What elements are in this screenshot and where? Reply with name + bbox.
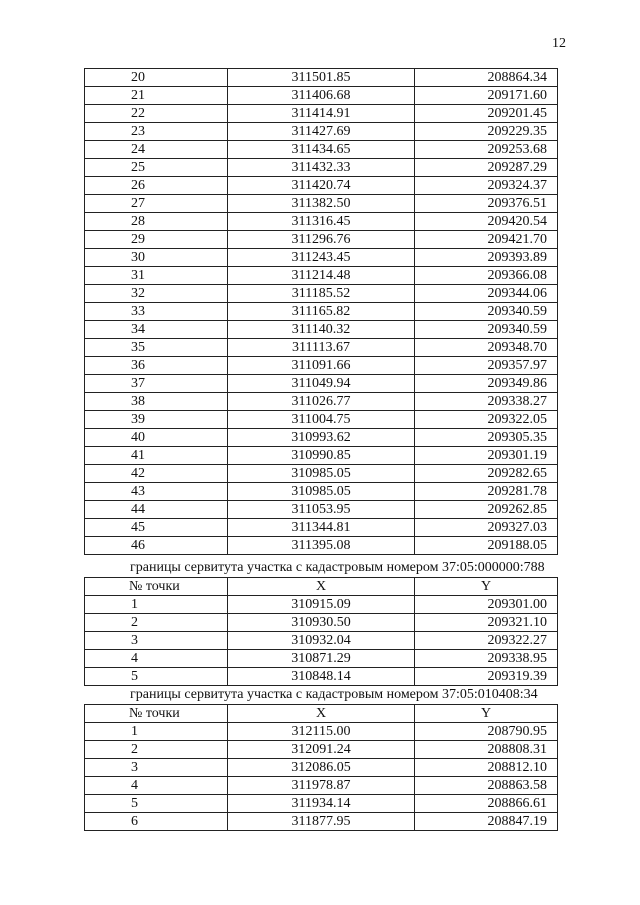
point-number-cell: 1 bbox=[85, 723, 228, 741]
table-row bbox=[85, 632, 558, 650]
x-coordinate-cell: 310915.09 bbox=[228, 596, 415, 614]
point-number-cell: 25 bbox=[85, 159, 228, 177]
point-number-cell: 40 bbox=[85, 429, 228, 447]
point-number-cell: 21 bbox=[85, 87, 228, 105]
y-coordinate-cell: 209322.05 bbox=[415, 411, 558, 429]
y-coordinate-cell: 209366.08 bbox=[415, 267, 558, 285]
y-coordinate-cell: 208808.31 bbox=[415, 741, 558, 759]
table-row bbox=[85, 393, 558, 411]
x-coordinate-cell: 311501.85 bbox=[228, 69, 415, 87]
y-coordinate-cell: 208847.19 bbox=[415, 813, 558, 831]
header-x: X bbox=[228, 578, 415, 596]
y-coordinate-cell: 209340.59 bbox=[415, 321, 558, 339]
point-number-cell: 35 bbox=[85, 339, 228, 357]
table-row bbox=[85, 813, 558, 831]
point-number-cell: 24 bbox=[85, 141, 228, 159]
y-coordinate-cell: 208864.34 bbox=[415, 69, 558, 87]
table-row bbox=[85, 87, 558, 105]
y-coordinate-cell: 209253.68 bbox=[415, 141, 558, 159]
x-coordinate-cell: 311185.52 bbox=[228, 285, 415, 303]
table-row bbox=[85, 668, 558, 686]
y-coordinate-cell: 209301.00 bbox=[415, 596, 558, 614]
x-coordinate-cell: 311296.76 bbox=[228, 231, 415, 249]
y-coordinate-cell: 209324.37 bbox=[415, 177, 558, 195]
table-row bbox=[85, 447, 558, 465]
table-row bbox=[85, 741, 558, 759]
y-coordinate-cell: 209262.85 bbox=[415, 501, 558, 519]
point-number-cell: 46 bbox=[85, 537, 228, 555]
table-row bbox=[85, 141, 558, 159]
point-number-cell: 36 bbox=[85, 357, 228, 375]
point-number-cell: 6 bbox=[85, 813, 228, 831]
point-number-cell: 43 bbox=[85, 483, 228, 501]
point-number-cell: 26 bbox=[85, 177, 228, 195]
x-coordinate-cell: 311414.91 bbox=[228, 105, 415, 123]
y-coordinate-cell: 209393.89 bbox=[415, 249, 558, 267]
table-row bbox=[85, 123, 558, 141]
table-row bbox=[85, 69, 558, 87]
table-row bbox=[85, 723, 558, 741]
table-row bbox=[85, 159, 558, 177]
y-coordinate-cell: 209188.05 bbox=[415, 537, 558, 555]
table-row bbox=[85, 267, 558, 285]
table-row bbox=[85, 537, 558, 555]
point-number-cell: 38 bbox=[85, 393, 228, 411]
y-coordinate-cell: 208863.58 bbox=[415, 777, 558, 795]
x-coordinate-cell: 310985.05 bbox=[228, 483, 415, 501]
y-coordinate-cell: 209282.65 bbox=[415, 465, 558, 483]
x-coordinate-cell: 311420.74 bbox=[228, 177, 415, 195]
point-number-cell: 4 bbox=[85, 650, 228, 668]
x-coordinate-cell: 311434.65 bbox=[228, 141, 415, 159]
table-row bbox=[85, 614, 558, 632]
y-coordinate-cell: 209301.19 bbox=[415, 447, 558, 465]
point-number-cell: 2 bbox=[85, 614, 228, 632]
x-coordinate-cell: 312086.05 bbox=[228, 759, 415, 777]
header-y: Y bbox=[415, 705, 558, 723]
point-number-cell: 5 bbox=[85, 795, 228, 813]
point-number-cell: 28 bbox=[85, 213, 228, 231]
table-row bbox=[85, 303, 558, 321]
x-coordinate-cell: 311877.95 bbox=[228, 813, 415, 831]
header-point-number: № точки bbox=[85, 578, 228, 596]
point-number-cell: 41 bbox=[85, 447, 228, 465]
point-number-cell: 44 bbox=[85, 501, 228, 519]
x-coordinate-cell: 310985.05 bbox=[228, 465, 415, 483]
table-row bbox=[85, 339, 558, 357]
table-row bbox=[85, 650, 558, 668]
x-coordinate-cell: 311214.48 bbox=[228, 267, 415, 285]
table-row bbox=[85, 249, 558, 267]
header-y: Y bbox=[415, 578, 558, 596]
table-row bbox=[85, 177, 558, 195]
x-coordinate-cell: 311406.68 bbox=[228, 87, 415, 105]
table-header-row bbox=[85, 578, 558, 596]
x-coordinate-cell: 310930.50 bbox=[228, 614, 415, 632]
point-number-cell: 30 bbox=[85, 249, 228, 267]
x-coordinate-cell: 311934.14 bbox=[228, 795, 415, 813]
x-coordinate-cell: 311140.32 bbox=[228, 321, 415, 339]
x-coordinate-cell: 312091.24 bbox=[228, 741, 415, 759]
y-coordinate-cell: 209340.59 bbox=[415, 303, 558, 321]
x-coordinate-cell: 311432.33 bbox=[228, 159, 415, 177]
y-coordinate-cell: 209319.39 bbox=[415, 668, 558, 686]
y-coordinate-cell: 209376.51 bbox=[415, 195, 558, 213]
point-number-cell: 33 bbox=[85, 303, 228, 321]
x-coordinate-cell: 311026.77 bbox=[228, 393, 415, 411]
x-coordinate-cell: 312115.00 bbox=[228, 723, 415, 741]
header-point-number: № точки bbox=[85, 705, 228, 723]
y-coordinate-cell: 208812.10 bbox=[415, 759, 558, 777]
y-coordinate-cell: 209420.54 bbox=[415, 213, 558, 231]
table-row bbox=[85, 596, 558, 614]
point-number-cell: 23 bbox=[85, 123, 228, 141]
table-row bbox=[85, 231, 558, 249]
point-number-cell: 31 bbox=[85, 267, 228, 285]
table-row bbox=[85, 483, 558, 501]
x-coordinate-cell: 311382.50 bbox=[228, 195, 415, 213]
x-coordinate-cell: 311344.81 bbox=[228, 519, 415, 537]
point-number-cell: 42 bbox=[85, 465, 228, 483]
point-number-cell: 39 bbox=[85, 411, 228, 429]
x-coordinate-cell: 310871.29 bbox=[228, 650, 415, 668]
y-coordinate-cell: 209338.27 bbox=[415, 393, 558, 411]
y-coordinate-cell: 209305.35 bbox=[415, 429, 558, 447]
x-coordinate-cell: 311091.66 bbox=[228, 357, 415, 375]
table-row bbox=[85, 501, 558, 519]
coordinates-table-continued bbox=[84, 68, 556, 555]
table-row bbox=[85, 795, 558, 813]
point-number-cell: 5 bbox=[85, 668, 228, 686]
table-row bbox=[85, 195, 558, 213]
x-coordinate-cell: 310990.85 bbox=[228, 447, 415, 465]
table-row bbox=[85, 519, 558, 537]
x-coordinate-cell: 311243.45 bbox=[228, 249, 415, 267]
y-coordinate-cell: 209349.86 bbox=[415, 375, 558, 393]
table-row bbox=[85, 465, 558, 483]
table-row bbox=[85, 375, 558, 393]
point-number-cell: 32 bbox=[85, 285, 228, 303]
y-coordinate-cell: 209281.78 bbox=[415, 483, 558, 501]
y-coordinate-cell: 209348.70 bbox=[415, 339, 558, 357]
y-coordinate-cell: 208866.61 bbox=[415, 795, 558, 813]
point-number-cell: 37 bbox=[85, 375, 228, 393]
table-row bbox=[85, 411, 558, 429]
x-coordinate-cell: 311165.82 bbox=[228, 303, 415, 321]
table-header-row bbox=[85, 705, 558, 723]
point-number-cell: 29 bbox=[85, 231, 228, 249]
x-coordinate-cell: 311049.94 bbox=[228, 375, 415, 393]
y-coordinate-cell: 209421.70 bbox=[415, 231, 558, 249]
header-x: X bbox=[228, 705, 415, 723]
x-coordinate-cell: 311316.45 bbox=[228, 213, 415, 231]
table-row bbox=[85, 357, 558, 375]
section-caption: границы сервитута участка с кадастровым номером 37:05:010408:34 bbox=[130, 687, 538, 702]
y-coordinate-cell: 209229.35 bbox=[415, 123, 558, 141]
table-row bbox=[85, 429, 558, 447]
point-number-cell: 20 bbox=[85, 69, 228, 87]
point-number-cell: 3 bbox=[85, 759, 228, 777]
y-coordinate-cell: 209357.97 bbox=[415, 357, 558, 375]
x-coordinate-cell: 310932.04 bbox=[228, 632, 415, 650]
table-row bbox=[85, 777, 558, 795]
table-row bbox=[85, 321, 558, 339]
y-coordinate-cell: 209327.03 bbox=[415, 519, 558, 537]
table-row bbox=[85, 213, 558, 231]
point-number-cell: 34 bbox=[85, 321, 228, 339]
point-number-cell: 22 bbox=[85, 105, 228, 123]
y-coordinate-cell: 209321.10 bbox=[415, 614, 558, 632]
point-number-cell: 4 bbox=[85, 777, 228, 795]
x-coordinate-cell: 311427.69 bbox=[228, 123, 415, 141]
point-number-cell: 27 bbox=[85, 195, 228, 213]
y-coordinate-cell: 209171.60 bbox=[415, 87, 558, 105]
x-coordinate-cell: 310848.14 bbox=[228, 668, 415, 686]
x-coordinate-cell: 311395.08 bbox=[228, 537, 415, 555]
y-coordinate-cell: 209201.45 bbox=[415, 105, 558, 123]
point-number-cell: 3 bbox=[85, 632, 228, 650]
section-caption: границы сервитута участка с кадастровым номером 37:05:000000:788 bbox=[130, 560, 545, 575]
y-coordinate-cell: 208790.95 bbox=[415, 723, 558, 741]
y-coordinate-cell: 209338.95 bbox=[415, 650, 558, 668]
servitude-section-34 bbox=[84, 686, 556, 831]
point-number-cell: 45 bbox=[85, 519, 228, 537]
table-row bbox=[85, 285, 558, 303]
y-coordinate-cell: 209344.06 bbox=[415, 285, 558, 303]
table-row bbox=[85, 759, 558, 777]
table-row bbox=[85, 105, 558, 123]
x-coordinate-cell: 311053.95 bbox=[228, 501, 415, 519]
point-number-cell: 1 bbox=[85, 596, 228, 614]
x-coordinate-cell: 311978.87 bbox=[228, 777, 415, 795]
x-coordinate-cell: 311113.67 bbox=[228, 339, 415, 357]
servitude-section-788 bbox=[84, 559, 556, 686]
y-coordinate-cell: 209322.27 bbox=[415, 632, 558, 650]
y-coordinate-cell: 209287.29 bbox=[415, 159, 558, 177]
point-number-cell: 2 bbox=[85, 741, 228, 759]
page-number: 12 bbox=[552, 36, 566, 51]
x-coordinate-cell: 310993.62 bbox=[228, 429, 415, 447]
x-coordinate-cell: 311004.75 bbox=[228, 411, 415, 429]
